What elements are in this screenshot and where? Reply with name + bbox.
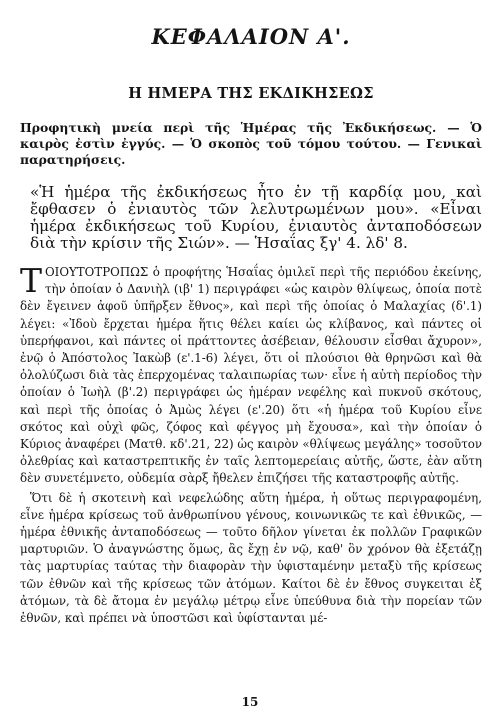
epigraph-quote: «Ἡ ἡμέρα τῆς ἐκδικήσεως ἦτο ἐν τῇ καρδίᾳ μου, καὶ ἔφθασεν ὁ ἐνιαυτὸς τῶν λελυτρωμένων μου». «Εἶναι ἡμέρα ἐκδικήσεως τοῦ Κυρίου, ἐνιαυτὸς ἀνταποδόσεων διὰ τὴν κρίσιν τῆς Σιών». — Ἡσαΐας ξγ' 4. λδ' 8. xyxy=(30,183,482,252)
body-text xyxy=(20,261,482,627)
chapter-summary: Προφητικὴ μνεία περὶ τῆς Ἡμέρας τῆς Ἐκδικήσεως. — Ὁ καιρὸς ἐστὶν ἐγγύς. — Ὁ σκοπὸς τοῦ τόμου τούτου. — Γενικαὶ παρατηρήσεις. xyxy=(20,120,482,167)
section-title: Η ΗΜΕΡΑ ΤΗΣ ΕΚΔΙΚΗΣΕΩΣ xyxy=(128,85,374,102)
paragraph-lead: ΟΙΟΥΤΟΤΡΟΠΩΣ xyxy=(45,265,149,279)
chapter-title: ΚΕΦΑΛΑΙΟΝ Α'. xyxy=(151,24,351,49)
book-page xyxy=(20,10,482,627)
page-number: 15 xyxy=(241,695,259,709)
paragraph-2: Ὅτι δὲ ἡ σκοτεινὴ καὶ νεφελώδης αὕτη ἡμέρα, ἡ οὕτως περιγραφομένη, εἶνε ἡμέρα κρίσεως τοῦ ἀνθρωπίνου γένους, κοινωνικῶς τε καὶ ἐθνικῶς, — ἡμέρα ἐθνικῆς ἀνταποδόσεως — τοῦτο δῆλον γίνεται ἐκ πολλῶν Γραφικῶν μαρτυριῶν. Ὁ ἀναγνώστης ὅμως, ἂς ἔχῃ ἐν νῷ, καθ' ὃν χρόνον θὰ ἐξετάζῃ τὰς μαρτυρίας ταύτας τὴν διαφορὰν τὴν ὑφισταμένην μεταξὺ τῆς κρίσεως τῶν ἐθνῶν καὶ τῆς κρίσεως τῶν ἀτόμων. Καίτοι δὲ ἐν ἔθνος συγκειται ἐξ ἀτόμων, τὰ δὲ ἄτομα ἐν μεγάλῳ μέτρῳ εἶνε ὑπεύθυνα διὰ τὴν πορείαν τῶν ἐθνῶν, καὶ πρέπει νὰ ὑποστῶσι καὶ ὑφίστανται μέ- xyxy=(20,490,482,626)
drop-cap: Τ xyxy=(20,261,43,300)
paragraph-1-text: ὁ προφήτης Ἡσαΐας ὁμιλεῖ περὶ τῆς περιόδου ἐκείνης, τὴν ὁποίαν ὁ Δανιὴλ (ιβ' 1) περιγράφει «ὡς καιρὸν θλίψεως, ὁποία ποτὲ δὲν ἔγεινεν ἀφοῦ ὑπῆρξεν ἔθνος», καὶ περὶ τῆς ὁποίας ὁ Μαλαχίας (δ'.1) λέγει: «Ἰδοὺ ἔρχεται ἡμέρα ἥτις θέλει καίει ὡς κλίβανος, καὶ πάντες οἱ ὑπερήφανοι, καὶ πάντες οἱ πράττοντες ἀσέβειαν, θέλουσιν εἶσθαι ἄχυρον», ἐνῷ ὁ Ἀπόστολος Ἰακὼβ (ε'.1-6) λέγει, ὅτι οἱ πλούσιοι θὰ θρηνῶσι καὶ θὰ ὀλολύζωσι διὰ τὰς ἐπερχομένας ταλαιπωρίας των· εἶνε ἡ αὐτὴ περίοδος τὴν ὁποίαν ὁ Ἰωὴλ (β'.2) περιγράφει ὡς ἡμέραν νεφέλης καὶ πυκνοῦ σκότους, καὶ περὶ τῆς ὁποίας ὁ Ἀμὼς λέγει (ε'.20) ὅτι «ἡ ἡμέρα τοῦ Κυρίου εἶνε σκότος καὶ οὐχὶ φῶς, ζόφος καὶ φέγγος μὴ ἔχουσα», καὶ τὴν ὁποίαν ὁ Κύριος ἀναφέρει (Ματθ. κδ'.21, 22) ὡς καιρὸν «θλίψεως μεγάλης» τοσοῦτον ὀλεθρίας καὶ καταστρεπτικῆς ἐν ταῖς λεπτομερείαις αὐτῆς, ὥστε, ἐὰν αὕτη δὲν συνετέμνετο, οὐδεμία σὰρξ ἤθελεν ἐπιζήσει τῆς καταστροφῆς αὐτῆς. xyxy=(20,265,482,486)
paragraph-1 xyxy=(20,261,482,488)
